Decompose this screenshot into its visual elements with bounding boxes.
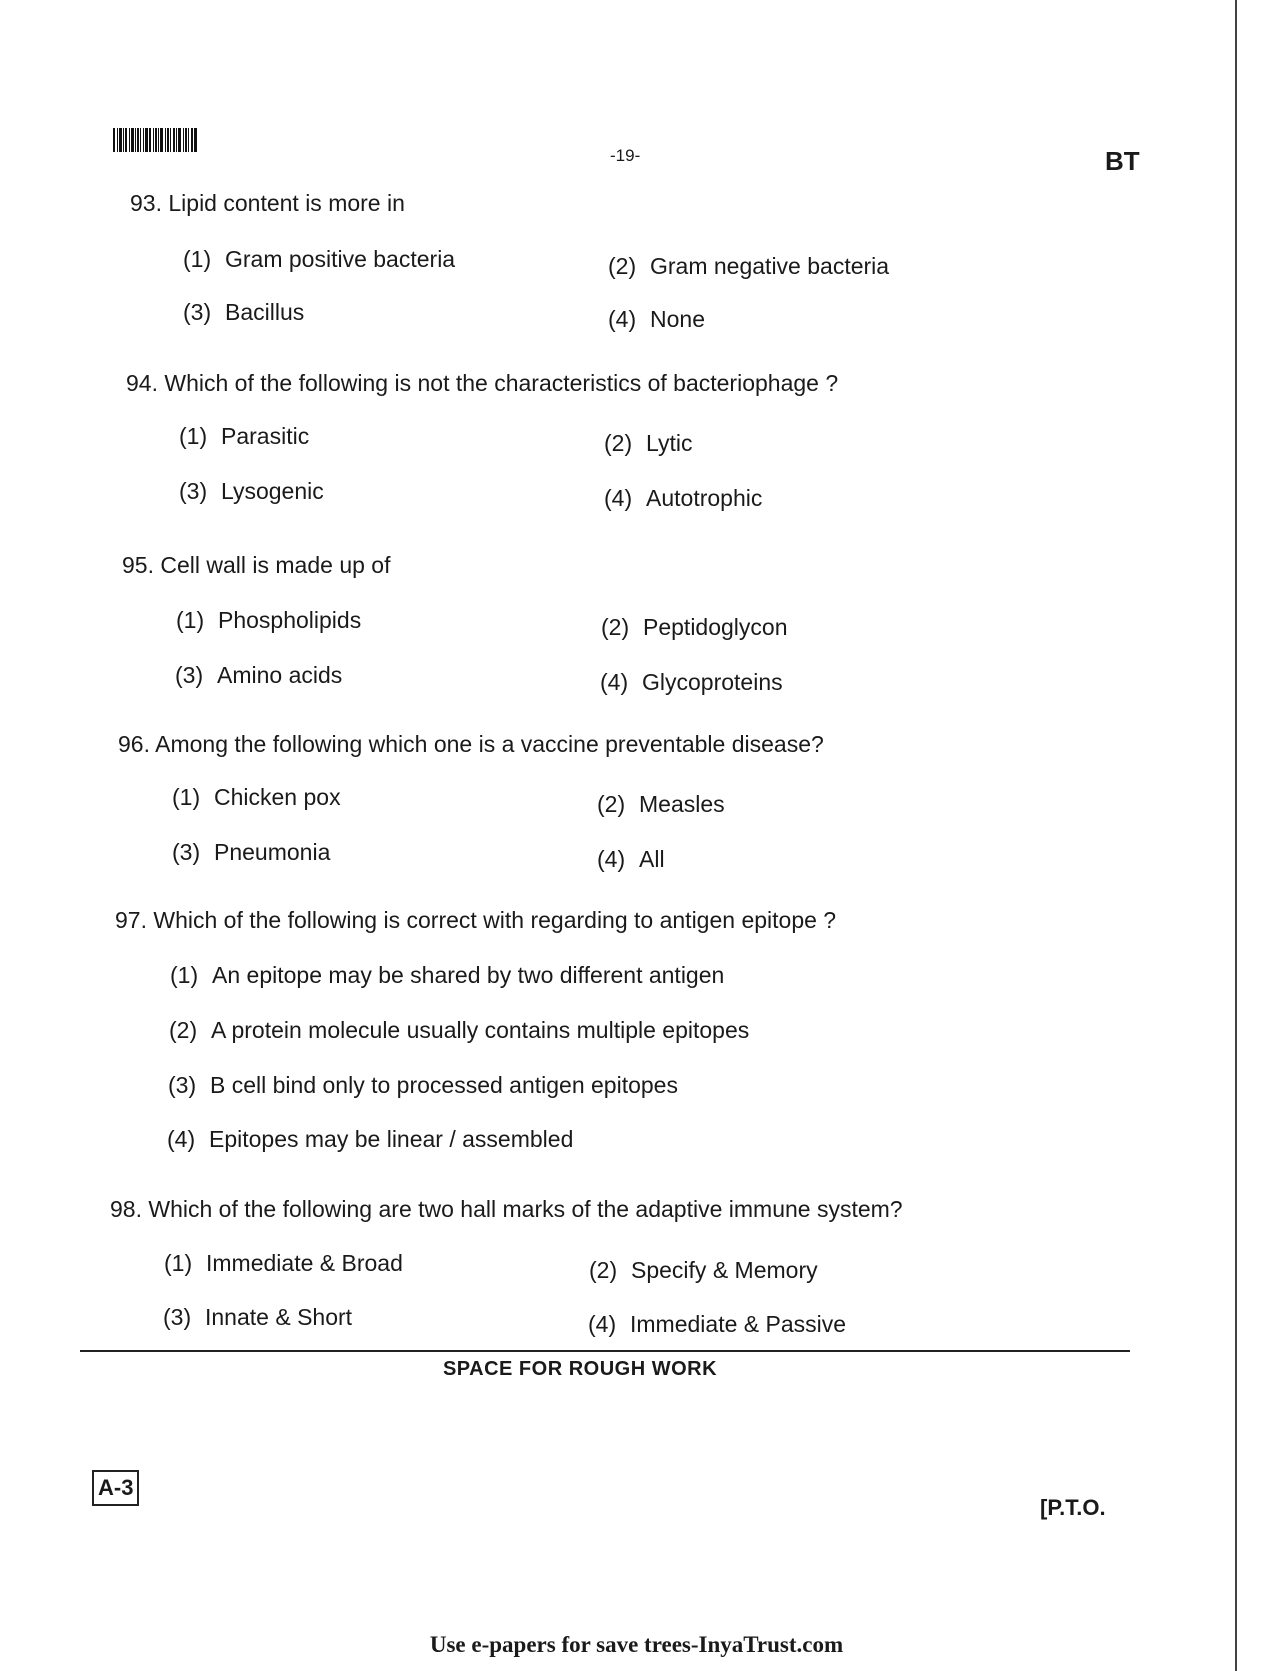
- option: [608, 253, 889, 280]
- question-text: Lipid content is more in: [168, 190, 405, 216]
- option-number: (3): [163, 1304, 192, 1330]
- question-number: 98.: [110, 1196, 142, 1222]
- option-number: (2): [169, 1017, 198, 1043]
- option-number: (3): [175, 662, 204, 688]
- option-number: (4): [588, 1311, 617, 1337]
- option-number: (1): [164, 1250, 193, 1276]
- option-number: (4): [604, 485, 633, 511]
- barcode: [113, 128, 209, 152]
- option-number: (2): [608, 253, 637, 279]
- question-97: [115, 907, 836, 934]
- option-number: (1): [183, 246, 212, 272]
- option-text: Peptidoglycon: [643, 614, 788, 640]
- option: [600, 669, 783, 696]
- question-text: Among the following which one is a vaccine preventable disease?: [155, 731, 824, 757]
- option-text: Measles: [639, 791, 725, 817]
- option-number: (4): [608, 306, 637, 332]
- question-93: [130, 190, 405, 217]
- option-number: (4): [600, 669, 629, 695]
- option-text: Immediate & Broad: [206, 1250, 403, 1276]
- option-text: Chicken pox: [214, 784, 341, 810]
- page-edge: [1235, 0, 1237, 1671]
- option: [608, 306, 705, 333]
- option: [589, 1257, 818, 1284]
- question-text: Cell wall is made up of: [160, 552, 391, 578]
- question-text: Which of the following is correct with regarding to antigen epitope ?: [153, 907, 837, 933]
- option-text: B cell bind only to processed antigen epitopes: [210, 1072, 678, 1098]
- option: [179, 423, 309, 450]
- option-text: Lytic: [646, 430, 693, 456]
- option-text: Bacillus: [225, 299, 305, 325]
- question-text: Which of the following is not the characteristics of bacteriophage ?: [164, 370, 839, 396]
- option-text: None: [650, 306, 705, 332]
- option-number: (3): [179, 478, 208, 504]
- question-number: 97.: [115, 907, 147, 933]
- option: [175, 662, 342, 689]
- option: [164, 1250, 403, 1277]
- option-text: Glycoproteins: [642, 669, 783, 695]
- option-number: (1): [176, 607, 205, 633]
- option: [172, 839, 330, 866]
- question-number: 93.: [130, 190, 162, 216]
- option: [597, 791, 725, 818]
- option-number: (4): [597, 846, 626, 872]
- option: [168, 1072, 678, 1099]
- option: [601, 614, 788, 641]
- option-number: (4): [167, 1126, 196, 1152]
- question-number: 96.: [118, 731, 150, 757]
- option-text: Amino acids: [217, 662, 343, 688]
- option-text: Autotrophic: [646, 485, 763, 511]
- option-text: Pneumonia: [214, 839, 331, 865]
- page-number: -19-: [610, 146, 641, 165]
- footer-watermark: Use e-papers for save trees-InyaTrust.com: [429, 1632, 844, 1657]
- option-text: Parasitic: [221, 423, 310, 449]
- option-number: (1): [179, 423, 208, 449]
- option-text: Phospholipids: [218, 607, 362, 633]
- option: [183, 246, 455, 273]
- option: [176, 607, 361, 634]
- question-number: 94.: [126, 370, 158, 396]
- option-text: A protein molecule usually contains multiple epitopes: [211, 1017, 750, 1043]
- option-number: (1): [172, 784, 201, 810]
- option: [172, 784, 341, 811]
- option: [179, 478, 324, 505]
- option-text: All: [639, 846, 665, 872]
- question-text: Which of the following are two hall marks of the adaptive immune system?: [148, 1196, 903, 1222]
- option-number: (2): [601, 614, 630, 640]
- option-text: Immediate & Passive: [630, 1311, 847, 1337]
- question-98: [110, 1196, 903, 1223]
- option-number: (3): [168, 1072, 197, 1098]
- option: [169, 1017, 749, 1044]
- option: [163, 1304, 352, 1331]
- option-text: Lysogenic: [221, 478, 324, 504]
- rough-work-label: SPACE FOR ROUGH WORK: [442, 1358, 718, 1380]
- divider: [80, 1350, 1130, 1352]
- option-number: (3): [172, 839, 201, 865]
- option-number: (1): [170, 962, 199, 988]
- pto-label: [P.T.O.: [1040, 1495, 1106, 1520]
- option: [604, 430, 692, 457]
- option-text: Gram negative bacteria: [650, 253, 890, 279]
- option: [167, 1126, 573, 1153]
- option-number: (2): [604, 430, 633, 456]
- option-text: Gram positive bacteria: [225, 246, 456, 272]
- question-94: [126, 370, 838, 397]
- option: [170, 962, 724, 989]
- question-95: [122, 552, 390, 579]
- option: [183, 299, 304, 326]
- option-number: (3): [183, 299, 212, 325]
- option-text: Innate & Short: [205, 1304, 353, 1330]
- option: [588, 1311, 846, 1338]
- option-text: Specify & Memory: [631, 1257, 818, 1283]
- question-96: [118, 731, 824, 758]
- option-number: (2): [589, 1257, 618, 1283]
- subject-code: BT: [1105, 146, 1140, 176]
- option-text: Epitopes may be linear / assembled: [209, 1126, 574, 1152]
- option: [597, 846, 665, 873]
- question-number: 95.: [122, 552, 154, 578]
- option: [604, 485, 762, 512]
- option-text: An epitope may be shared by two different antigen: [212, 962, 725, 988]
- set-code-box: A-3: [92, 1470, 139, 1506]
- option-number: (2): [597, 791, 626, 817]
